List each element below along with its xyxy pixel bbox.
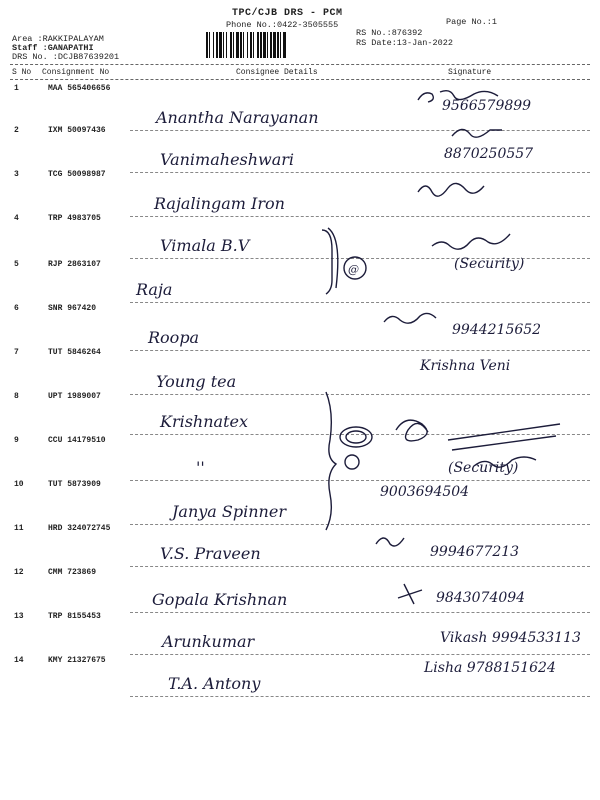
signature-text: 9566579899	[442, 98, 532, 114]
barcode-bar	[233, 32, 234, 58]
consignment-number: TUT 5873909	[48, 480, 101, 489]
consignment-number: IXM 50097436	[48, 126, 106, 135]
signature-text: 9843074094	[436, 590, 526, 606]
phone-number: Phone No.:0422-3505555	[226, 20, 339, 30]
barcode-bar	[213, 32, 214, 58]
consignee-name: Vimala B.V	[160, 236, 250, 255]
row-separator	[130, 612, 590, 613]
row-sno: 13	[14, 612, 24, 621]
signature-text: 9944215652	[452, 322, 542, 338]
row-sno: 7	[14, 348, 19, 357]
row-sno: 3	[14, 170, 19, 179]
scribble-mark	[384, 313, 436, 323]
consignment-number: SNR 967420	[48, 304, 97, 313]
row-separator	[130, 216, 590, 217]
barcode	[206, 32, 350, 58]
row-separator	[130, 350, 590, 351]
col-signature: Signature	[448, 68, 492, 77]
consignment-number: TUT 5846264	[48, 348, 101, 357]
stamp-mark	[340, 427, 372, 447]
consignee-name: Roopa	[148, 328, 200, 347]
row-sno: 8	[14, 392, 19, 401]
consignee-name: Janya Spinner	[172, 502, 286, 521]
document-title: TPC/CJB DRS - PCM	[232, 8, 343, 19]
stamp-mark	[345, 455, 359, 469]
consignee-name: Vanimaheshwari	[160, 150, 295, 169]
rs-date: RS Date:13-Jan-2022	[356, 38, 453, 48]
rs-number: RS No.:876392	[356, 28, 423, 38]
barcode-bar	[243, 32, 244, 58]
barcode-bar	[263, 32, 266, 58]
signature-text: Lisha 9788151624	[424, 660, 556, 676]
stamp-mark	[344, 257, 366, 279]
scribble-mark	[432, 234, 510, 249]
bracket-mark	[326, 392, 336, 530]
signature-text: 9994677213	[430, 544, 520, 560]
row-sno: 10	[14, 480, 24, 489]
header-rule-bottom	[10, 79, 590, 80]
row-separator	[130, 302, 590, 303]
header-rule-top	[10, 64, 590, 65]
stamp-mark: @	[348, 263, 359, 276]
consignment-number: RJP 2863107	[48, 260, 101, 269]
consignee-name: Rajalingam Iron	[154, 194, 285, 213]
consignment-number: CCU 14179510	[48, 436, 106, 445]
scribble-mark	[448, 424, 560, 450]
row-separator	[130, 172, 590, 173]
barcode-bar	[240, 32, 242, 58]
barcode-bar	[209, 32, 210, 58]
barcode-bar	[257, 32, 259, 58]
consignment-number: MAA 565406656	[48, 84, 111, 93]
row-sno: 6	[14, 304, 19, 313]
signature-text: Krishna Veni	[420, 358, 511, 374]
barcode-bar	[273, 32, 276, 58]
signature-text: 8870250557	[444, 146, 534, 162]
barcode-bar	[260, 32, 262, 58]
consignee-name: Raja	[136, 280, 173, 299]
row-sno: 5	[14, 260, 19, 269]
consignment-number: KMY 21327675	[48, 656, 106, 665]
consignee-name: Young tea	[156, 372, 237, 391]
row-sno: 1	[14, 84, 19, 93]
scribble-mark	[398, 584, 422, 604]
row-separator	[130, 654, 590, 655]
barcode-bar	[236, 32, 239, 58]
barcode-bar	[226, 32, 227, 58]
barcode-bar	[206, 32, 208, 58]
signature-text: Vikash 9994533113	[440, 630, 581, 646]
consignment-number: CMM 723869	[48, 568, 97, 577]
row-separator	[130, 434, 590, 435]
barcode-bar	[270, 32, 272, 58]
signature-text: (Security)	[454, 256, 525, 272]
row-sno: 4	[14, 214, 19, 223]
barcode-bar	[277, 32, 279, 58]
row-separator	[130, 480, 590, 481]
consignee-name: Gopala Krishnan	[152, 590, 288, 609]
consignment-number: TRP 8155453	[48, 612, 101, 621]
consignee-name: V.S. Praveen	[160, 544, 261, 563]
stamp-mark	[346, 431, 366, 443]
consignment-number: UPT 1989007	[48, 392, 101, 401]
bracket-mark	[322, 230, 332, 294]
row-separator	[130, 524, 590, 525]
consignee-name: ''	[196, 458, 205, 477]
signature-text: 9003694504	[380, 484, 470, 500]
scribble-mark	[418, 183, 484, 196]
area-label: Area :RAKKIPALAYAM	[12, 34, 104, 44]
col-consignment: Consignment No	[42, 68, 110, 77]
row-separator	[130, 566, 590, 567]
consignment-number: TCG 50098987	[48, 170, 106, 179]
consignee-name: T.A. Antony	[168, 674, 261, 693]
barcode-bar	[283, 32, 286, 58]
row-sno: 12	[14, 568, 24, 577]
row-separator	[130, 394, 590, 395]
barcode-bar	[280, 32, 281, 58]
barcode-bar	[250, 32, 252, 58]
col-consignee: Consignee Details	[236, 68, 318, 77]
scribble-mark	[396, 420, 428, 441]
scribble-mark	[376, 538, 404, 546]
row-separator	[130, 130, 590, 131]
row-sno: 9	[14, 436, 19, 445]
barcode-bar	[223, 32, 224, 58]
barcode-bar	[267, 32, 268, 58]
barcode-bar	[230, 32, 232, 58]
consignment-number: TRP 4983705	[48, 214, 101, 223]
barcode-bar	[247, 32, 248, 58]
barcode-bar	[253, 32, 254, 58]
consignment-number: HRD 324072745	[48, 524, 111, 533]
signature-text: (Security)	[448, 460, 519, 476]
consignee-name: Arunkumar	[162, 632, 255, 651]
page-number: Page No.:1	[446, 17, 498, 27]
staff-label: Staff :GANAPATHI	[12, 43, 94, 53]
consignee-name: Anantha Narayanan	[156, 108, 319, 127]
consignee-name: Krishnatex	[160, 412, 248, 431]
barcode-bar	[216, 32, 218, 58]
drs-number: DRS No. :DCJB87639201	[12, 52, 120, 62]
barcode-bar	[219, 32, 222, 58]
row-sno: 2	[14, 126, 19, 135]
row-separator	[130, 696, 590, 697]
col-sno: S No	[12, 68, 32, 77]
row-sno: 11	[14, 524, 24, 533]
row-sno: 14	[14, 656, 24, 665]
